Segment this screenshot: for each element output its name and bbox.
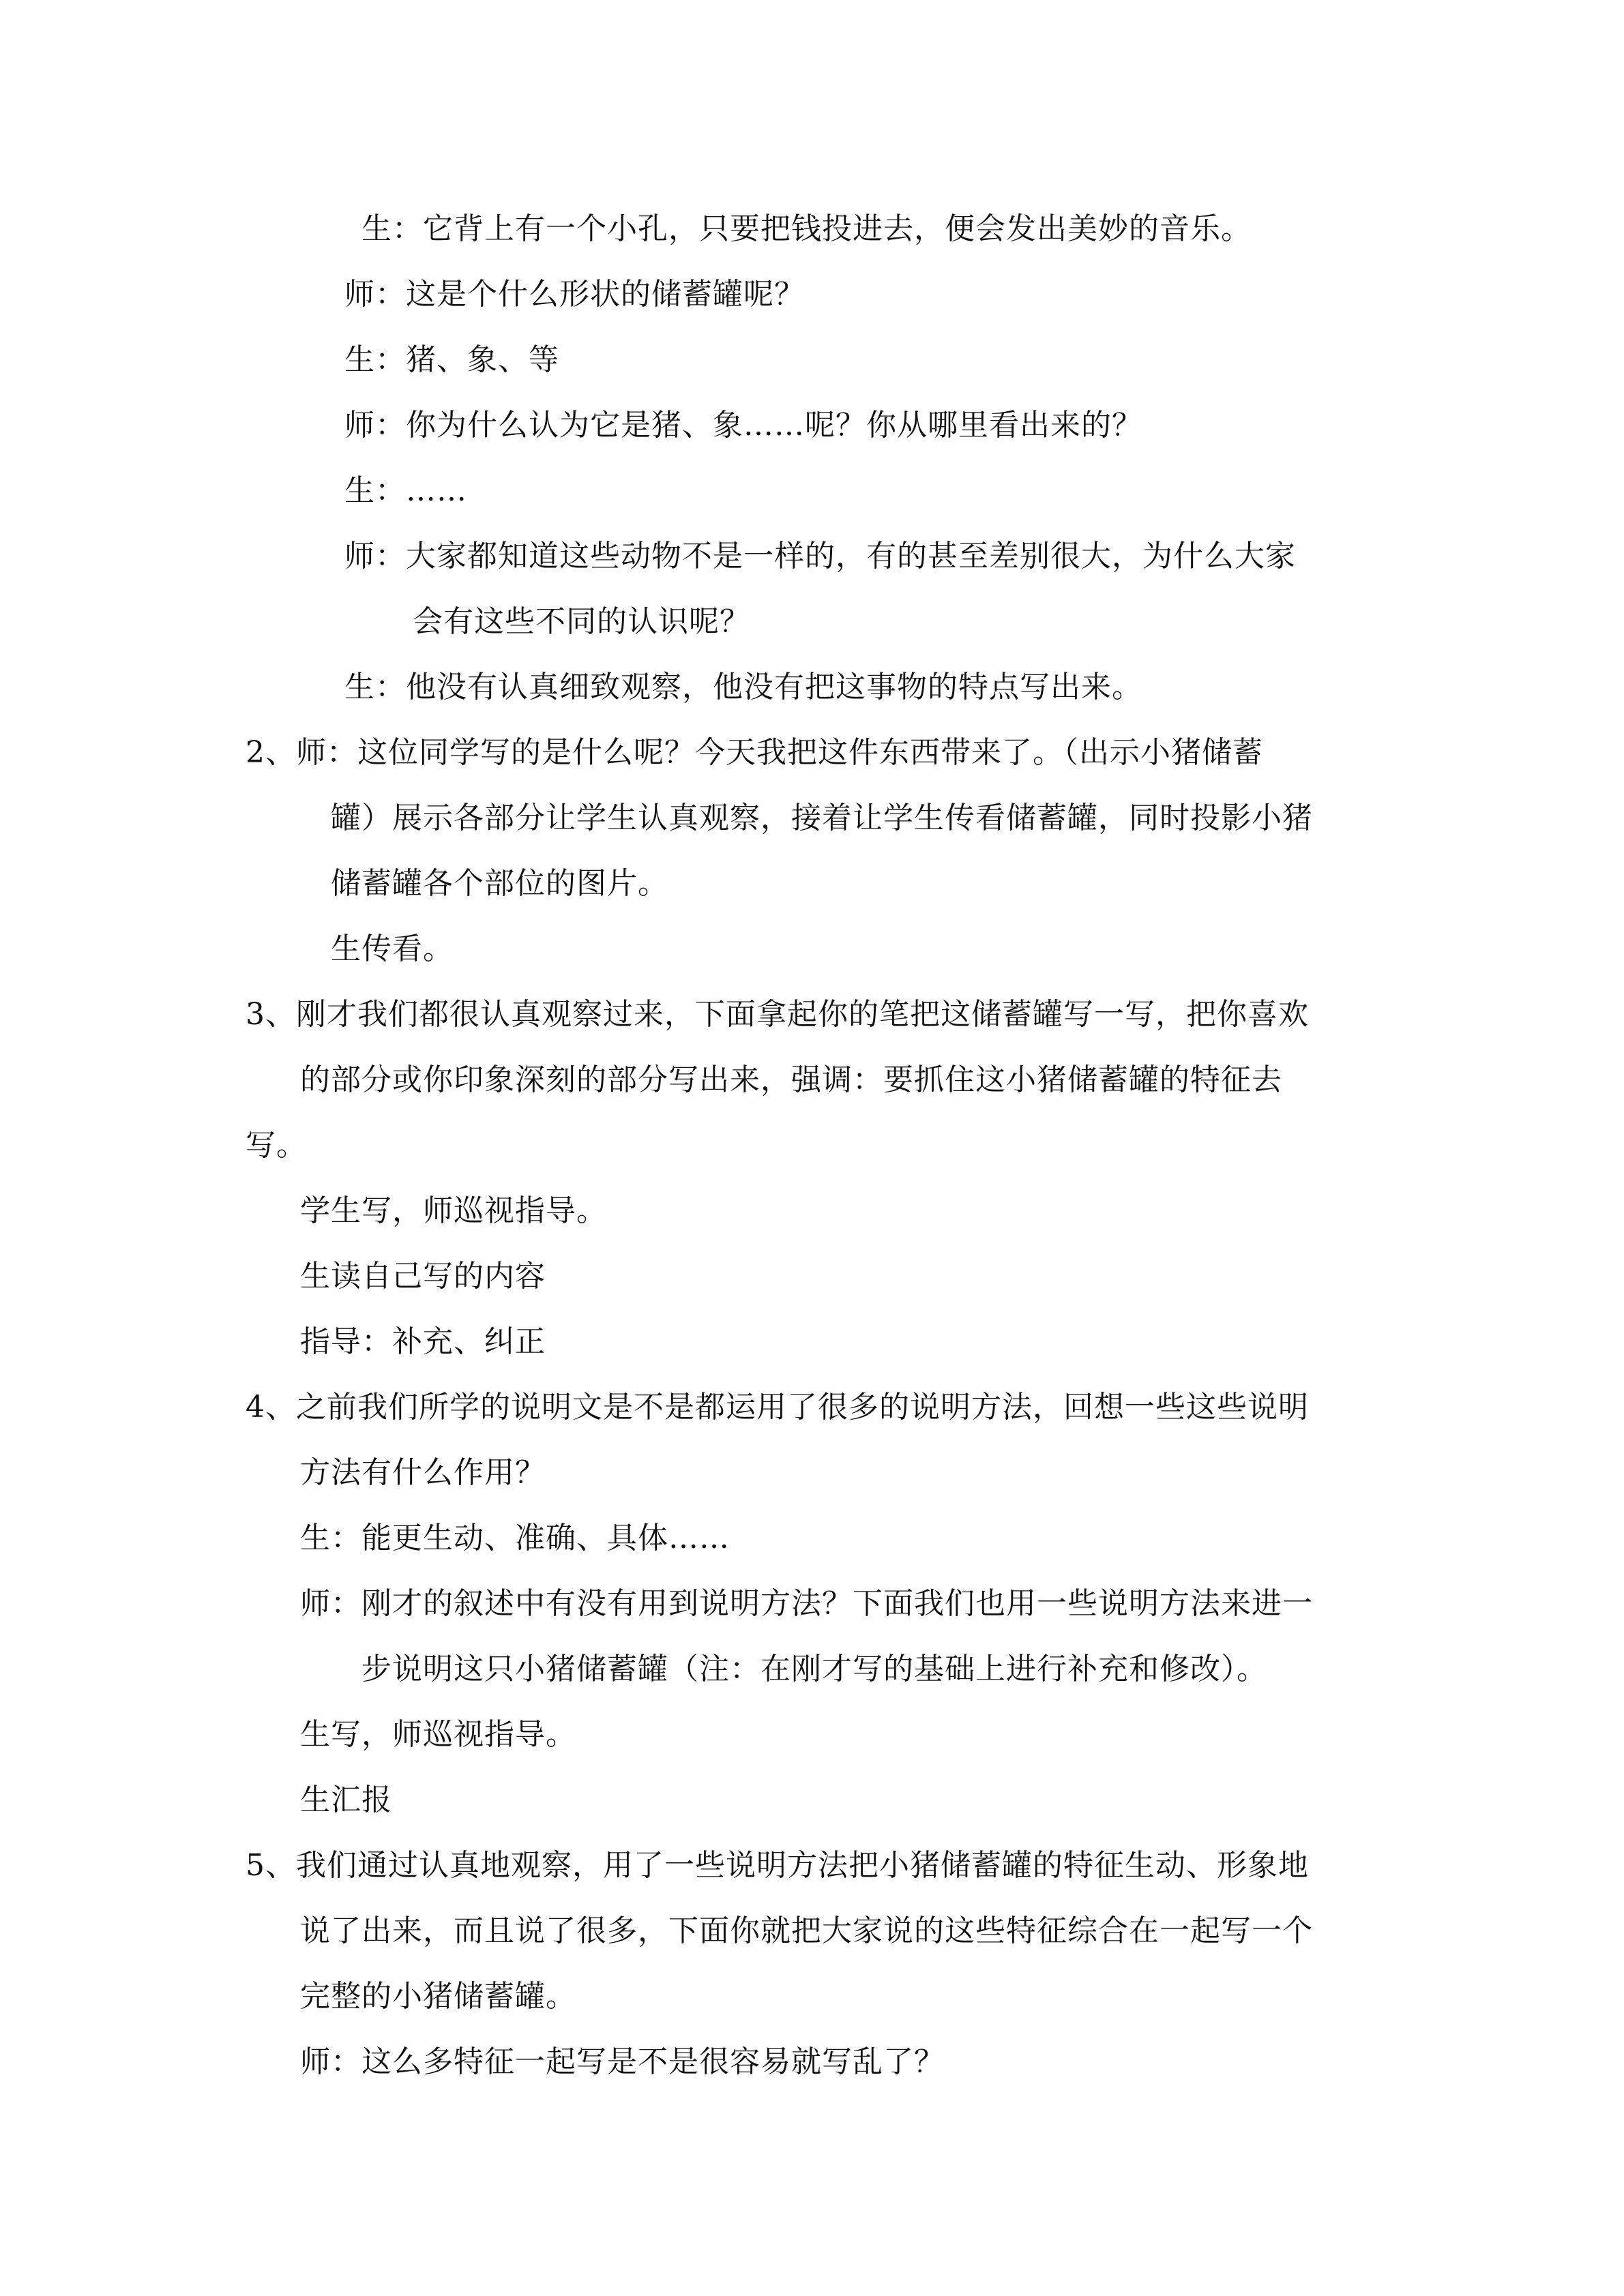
step-2-line: 2、师：这位同学写的是什么呢？今天我把这件东西带来了。（出示小猪储蓄 — [246, 735, 1263, 770]
step-4-line: 生汇报 — [300, 1783, 392, 1817]
step-2-line: 储蓄罐各个部位的图片。 — [331, 866, 668, 901]
step-5-line: 师：这么多特征一起写是不是很容易就写乱了？ — [300, 2044, 945, 2079]
step-4-line: 方法有什么作用？ — [300, 1455, 546, 1490]
step-2-line: 罐）展示各部分让学生认真观察，接着让学生传看储蓄罐，同时投影小猪 — [331, 801, 1313, 835]
step-5-line: 说了出来，而且说了很多，下面你就把大家说的这些特征综合在一起写一个 — [300, 1913, 1313, 1948]
dialogue-line: 生：他没有认真细致观察，他没有把这事物的特点写出来。 — [344, 670, 1142, 704]
step-3-line: 生读自己写的内容 — [300, 1259, 546, 1294]
dialogue-line: 会有这些不同的认识呢？ — [413, 604, 750, 639]
step-4-line: 生：能更生动、准确、具体…… — [300, 1521, 730, 1555]
step-3-line: 的部分或你印象深刻的部分写出来，强调：要抓住这小猪储蓄罐的特征去 — [300, 1062, 1282, 1097]
step-3-line: 3、刚才我们都很认真观察过来，下面拿起你的笔把这储蓄罐写一写，把你喜欢 — [246, 997, 1309, 1032]
step-2-line: 生传看。 — [331, 931, 454, 966]
step-5-line: 完整的小猪储蓄罐。 — [300, 1979, 576, 2014]
dialogue-line: 师：大家都知道这些动物不是一样的，有的甚至差别很大，为什么大家 — [344, 539, 1296, 573]
step-4-line: 4、之前我们所学的说明文是不是都运用了很多的说明方法，回想一些这些说明 — [246, 1390, 1309, 1425]
step-4-line: 步说明这只小猪储蓄罐（注：在刚才写的基础上进行补充和修改）。 — [361, 1652, 1267, 1686]
dialogue-line: 生：…… — [344, 473, 467, 508]
dialogue-line: 师：这是个什么形状的储蓄罐呢？ — [344, 277, 805, 312]
step-4-line: 生写，师巡视指导。 — [300, 1717, 576, 1752]
step-3-line: 指导：补充、纠正 — [300, 1324, 546, 1359]
step-3-line: 写。 — [246, 1128, 307, 1163]
dialogue-line: 师：你为什么认为它是猪、象……呢？你从哪里看出来的？ — [344, 408, 1142, 443]
step-5-line: 5、我们通过认真地观察，用了一些说明方法把小猪储蓄罐的特征生动、形象地 — [246, 1848, 1309, 1883]
step-3-line: 学生写，师巡视指导。 — [300, 1193, 607, 1228]
dialogue-line: 生：它背上有一个小孔，只要把钱投进去，便会发出美妙的音乐。 — [361, 211, 1252, 246]
dialogue-line: 生：猪、象、等 — [344, 342, 559, 377]
step-4-line: 师：刚才的叙述中有没有用到说明方法？下面我们也用一些说明方法来进一 — [300, 1586, 1313, 1621]
